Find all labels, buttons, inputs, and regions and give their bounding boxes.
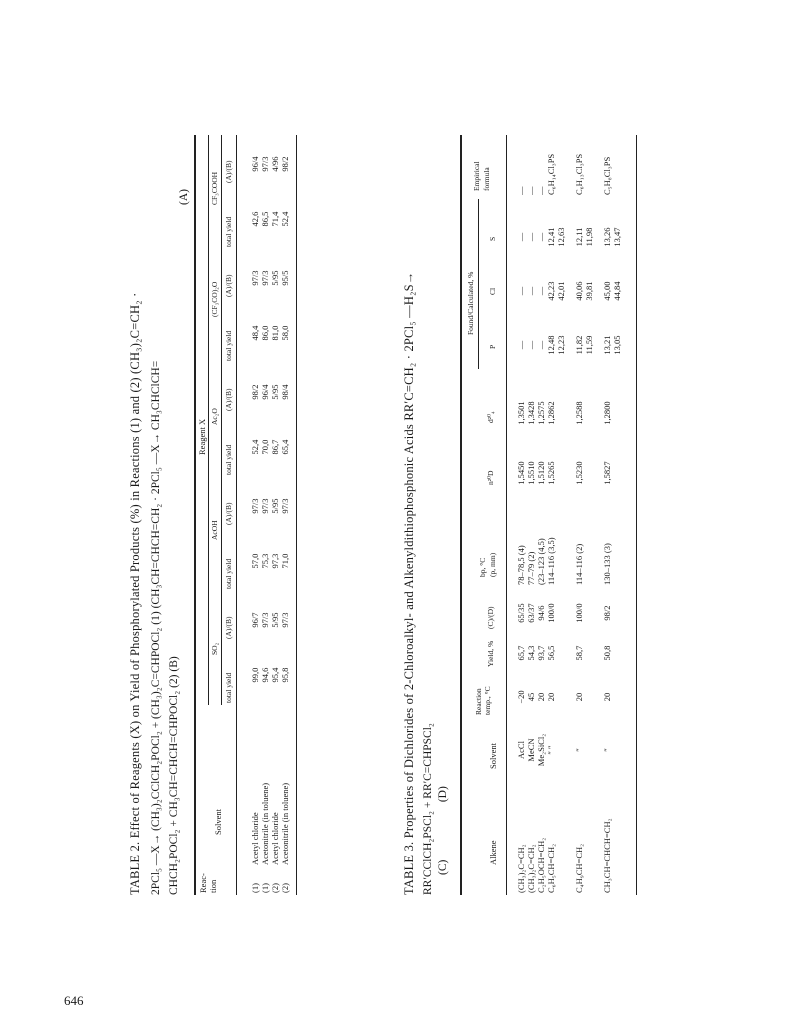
table2-col-tfaa-ratio	[250, 258, 290, 298]
table3-spacer	[566, 271, 574, 311]
table2-cell: Acetonitrile (in toluene)	[260, 782, 270, 865]
table3-title: TABLE 3. Properties of Dichlorides of 2-Chloroalkyl- and Alkenyldithiophosphonic Acids RR′C=CH₂ · 2PCl₅ —H₂S→	[402, 271, 416, 895]
table3-spacer	[584, 679, 602, 715]
table3-spacer	[556, 391, 574, 435]
table3-header-formula: Empirical formula	[472, 161, 491, 191]
table3-cell: 13,21	[602, 335, 612, 355]
table3-cell: (23–123 (4,5)	[536, 538, 546, 585]
table3-cell: 100/0	[546, 603, 556, 623]
table2-cell: 52,4	[280, 211, 290, 227]
table3-cell: 13,05	[612, 335, 622, 355]
table2-cell: Acetyl chloride	[250, 812, 260, 865]
table2-cell: 97/3	[260, 270, 270, 286]
table2-cell: 5/95	[270, 270, 280, 286]
table3-cell: —	[536, 340, 546, 350]
table3-col-solvent	[516, 725, 612, 775]
table3-spacer	[594, 217, 602, 257]
table2-cell: 86,0	[260, 325, 270, 341]
table3-col-alkene	[516, 818, 612, 893]
table2-col-ac2o-total	[250, 427, 290, 467]
table3-header-cd: (C)/(D)	[486, 606, 495, 629]
table2-cell: 71,0	[280, 553, 290, 569]
table2-cell: 97/3	[250, 498, 260, 514]
table2-header-solvent: Solvent	[213, 809, 223, 835]
table3-cell: —	[526, 186, 536, 195]
table2-col-reaction	[250, 883, 290, 893]
table3-spacer	[584, 725, 602, 775]
table3-cell: (CH₃)₂C=CH₂	[516, 844, 526, 893]
table3-cell: 93,7	[536, 645, 546, 661]
table3-cell: 1,5120	[536, 461, 546, 485]
table3-cell: 12,41	[546, 227, 556, 247]
table3-cell: 98/2	[602, 605, 612, 621]
table2-cell: 98/4	[280, 384, 290, 400]
table3-cell: 45,00	[602, 281, 612, 301]
table3-cell: 20	[602, 692, 612, 702]
table3-cell: —	[516, 286, 526, 296]
table2-cell: 5/95	[270, 498, 280, 514]
table3-spacer	[556, 635, 574, 671]
table3-cell: ″	[574, 748, 584, 752]
table3-header-rule	[506, 135, 507, 895]
table3-cell: 12,23	[556, 335, 566, 355]
table3-cell: 42,23	[546, 281, 556, 301]
table3-spacer	[584, 635, 602, 671]
table2-header-reaction: Reac- tion	[198, 873, 218, 893]
table3-equation-line1: RR′CClCH₂PSCl₂ + RR′C=CHPSCl₂	[422, 723, 434, 895]
table3-cell: C₆H₁₄Cl₃PS	[546, 153, 556, 195]
table3-cell: 45	[526, 692, 536, 702]
table3-header-found: Found/Calculated, %	[466, 271, 475, 335]
table3-col-cd	[516, 595, 612, 631]
table3-cell: AcCl	[516, 741, 526, 759]
table2-cell: 65,4	[280, 439, 290, 455]
table2-cell: 97/3	[260, 156, 270, 172]
table2-label-a: (A)	[178, 189, 190, 205]
table3-cell: −20	[516, 690, 526, 704]
table2-sub-total-3: total yield	[224, 444, 233, 475]
table3-cell: C₄H₉CH=CH₂	[574, 843, 584, 893]
table3-cell: 1,2575	[536, 401, 546, 425]
table2-cell: 52,4	[250, 439, 260, 455]
table3-cell: 44,84	[612, 281, 622, 301]
table3-cell: —	[526, 286, 536, 296]
table3-found-rule	[478, 199, 479, 369]
table3-spacer	[594, 271, 602, 311]
table3-header-p: P	[488, 344, 497, 349]
table2-cell: 96/7	[250, 612, 260, 628]
table2-cell: 95,4	[270, 667, 280, 683]
table2-cell: 98/2	[280, 156, 290, 172]
table2-col-tfa-ratio	[250, 144, 290, 184]
table2-cell: 97/3	[260, 498, 270, 514]
table3-cell: 11,98	[584, 227, 594, 247]
table3-cell: 1,2862	[546, 401, 556, 425]
table3-cell: 12,48	[546, 335, 556, 355]
table3-spacer	[556, 725, 574, 775]
table2-cell: 86,5	[260, 211, 270, 227]
table2-header-reagent-x: Reagent X	[197, 418, 207, 455]
table3-cell: 1,2800	[602, 401, 612, 425]
table3-cell: 11,59	[584, 335, 594, 355]
table3-cell: 20	[536, 692, 546, 702]
table3-cell: 12,63	[556, 227, 566, 247]
table2-sub-ratio-1: (A)/(B)	[224, 616, 233, 639]
table2-col-acoh-total	[250, 541, 290, 581]
table2-group-so2: SO₂	[210, 642, 219, 655]
table3-cell: Me₂SiCl₂	[536, 733, 546, 767]
table2-cell: 5/95	[270, 384, 280, 400]
table2-sub-ratio-5: (A)/(B)	[224, 160, 233, 183]
table3-spacer	[584, 451, 602, 495]
table3-cell: 1,3501	[516, 401, 526, 425]
table3-spacer	[556, 595, 574, 631]
table3-cell: 13,26	[602, 227, 612, 247]
table2-cell: 97/3	[250, 270, 260, 286]
table2-cell: 81,0	[270, 325, 280, 341]
table3-cell: —	[536, 286, 546, 296]
table2-title: TABLE 2. Effect of Reagents (X) on Yield of Phosphorylated Products (%) in Reactions (1) and (2) (CH₃)₂C=CH₂ ·	[128, 292, 142, 895]
table2-col-so2-ratio	[250, 600, 290, 640]
table3-cell: 40,06	[574, 281, 584, 301]
table3-cell: 13,47	[612, 227, 622, 247]
table3-col-yield	[516, 635, 612, 671]
table3-cell: 20	[574, 692, 584, 702]
table3-cell: 114–116 (2)	[574, 543, 584, 585]
table3-cell: —	[516, 340, 526, 350]
table3-spacer	[584, 154, 602, 195]
table2-col-ac2o-ratio	[250, 372, 290, 412]
table3-cell: —	[526, 340, 536, 350]
table3-spacer	[556, 818, 574, 893]
table3-top-rule	[460, 135, 462, 895]
table3-spacer	[556, 154, 574, 195]
rotated-page-content	[88, 135, 648, 895]
table3-spacer	[566, 217, 574, 257]
table2-reagent-rule	[208, 135, 209, 705]
table3-cell: 78–78,5 (4)	[516, 545, 526, 585]
table3-spacer	[556, 451, 574, 495]
table2-cell: 96/4	[250, 156, 260, 172]
table2-cell: 99,0	[250, 667, 260, 683]
table2-equation-line2: CHCH₂POCl₂ + CH₃CH=CHCH=CHPOCl₂ (2) (B)	[168, 656, 180, 895]
table3-cell: MeCN	[526, 738, 536, 762]
table3-col-p	[516, 325, 622, 365]
table3-cell: 114–116 (3,5)	[546, 537, 556, 585]
table2-cell: 97,3	[270, 553, 280, 569]
table3-cell: 63/37	[526, 603, 536, 623]
table3-header-temp: Reaction temp., °C	[474, 686, 492, 715]
table3-spacer	[556, 537, 574, 585]
table2-group-cf3cooh: CF₃COOH	[210, 171, 219, 205]
table3-cell: CH₃CH=CHCH=CH₂	[602, 818, 612, 893]
table3-cell: (CH₃)₂C=CH₂	[526, 844, 536, 893]
table2-cell: (1)	[260, 883, 270, 893]
table2-sub-ratio-3: (A)/(B)	[224, 388, 233, 411]
table3-col-formula	[516, 154, 612, 195]
table3-cell: 77–79 (2)	[526, 551, 536, 585]
table2-sub-ratio-2: (A)/(B)	[224, 502, 233, 525]
table2-header-rule	[236, 135, 237, 895]
table2-bottom-rule	[296, 135, 297, 895]
table3-cell: 42,01	[556, 281, 566, 301]
table2-cell: 58,0	[280, 325, 290, 341]
table2-sub-total-2: total yield	[224, 558, 233, 589]
table3-header-s: S	[488, 236, 497, 241]
table3-header-cl: Cl	[488, 287, 497, 295]
table2-top-rule	[194, 135, 196, 895]
table3-col-cl	[516, 271, 622, 311]
table2-col-tfaa-total	[250, 313, 290, 353]
table3-cell: 39,81	[584, 281, 594, 301]
table2-cell: 94,6	[260, 667, 270, 683]
table2-cell: Acetonitrile (in toluene)	[280, 782, 290, 865]
table2-equation-line1: 2PCl₅ —X→ (CH₃)₂CClCH₂POCl₂ + (CH₃)₂C=CHPOCl₂ (1) (CH₃CH=CHCH=CH₂ · 2PCl₅ —X→ CH₃CHClCH=	[150, 360, 162, 895]
table3-cell: C₂H₅OCH=CH₂	[536, 837, 546, 893]
table3-col-temp	[516, 679, 612, 715]
table2-cell: 98/2	[250, 384, 260, 400]
table2-cell: 95/5	[280, 270, 290, 286]
table2-cell: 5/95	[270, 612, 280, 628]
table2-cell: 86,7	[270, 439, 280, 455]
table3-spacer	[584, 537, 602, 585]
table2-col-so2-total	[250, 655, 290, 695]
table3-col-d4	[516, 391, 612, 435]
table2-cell: Acetyl chloride	[270, 812, 280, 865]
table3-cell: C₆H₁₃Cl₃PS	[574, 153, 584, 195]
table2-cell: (1)	[250, 883, 260, 893]
table2-cell: 57,0	[250, 553, 260, 569]
table3-cell: —	[536, 232, 546, 242]
table2-group-rule	[221, 135, 222, 705]
table3-cell: —	[526, 232, 536, 242]
table3-cell: 1,2588	[574, 401, 584, 425]
table2-sub-total-1: total yield	[224, 672, 233, 703]
table2-cell: 75,3	[260, 553, 270, 569]
table2-sub-total-4: total yield	[224, 330, 233, 361]
table3-cell: 1,5265	[546, 461, 556, 485]
table3-cell: 1,5510	[526, 461, 536, 485]
table2-cell: (2)	[280, 883, 290, 893]
table2-cell: 97/3	[260, 612, 270, 628]
table2-cell: 48,4	[250, 325, 260, 341]
table3-spacer	[594, 325, 602, 365]
table2-group-acoh: AcOH	[210, 520, 219, 540]
table3-header-nd: n²⁰D	[486, 470, 495, 485]
table3-cell: —	[516, 186, 526, 195]
table2-group-cf3co2o: (CF₃CO)₂O	[210, 281, 219, 317]
table3-cell: 130–133 (3)	[602, 543, 612, 585]
table3-header-bp: bp, °C (p, mm)	[478, 552, 497, 577]
table2-sub-ratio-4: (A)/(B)	[224, 274, 233, 297]
table2-col-acoh-ratio	[250, 486, 290, 526]
table3-cell: 50,8	[602, 645, 612, 661]
table3-spacer	[556, 679, 574, 715]
table2-sub-total-5: total yield	[224, 216, 233, 247]
page-number: 646	[64, 993, 84, 1008]
table2-cell: 96/4	[260, 384, 270, 400]
table2-cell: 42,6	[250, 211, 260, 227]
table3-col-nd	[516, 451, 612, 495]
table2-cell: 95,8	[280, 667, 290, 683]
table3-cell: 11,82	[574, 335, 584, 355]
table3-cell: ″	[602, 748, 612, 752]
table3-cell: 65,7	[516, 645, 526, 661]
table3-spacer	[566, 325, 574, 365]
table3-col-s	[516, 217, 622, 257]
table3-spacer	[584, 818, 602, 893]
table3-cell: 94/6	[536, 605, 546, 621]
table2-group-ac2o: Ac₂O	[210, 408, 219, 425]
table3-cell: 1,3428	[526, 401, 536, 425]
table3-cell: 1,5230	[574, 461, 584, 485]
table2-col-solvent	[250, 783, 290, 865]
table3-cell: C₆H₅CH=CH₂	[546, 843, 556, 893]
table3-equation-labels: (C) (D)	[437, 786, 449, 875]
table2-cell: 71,4	[270, 211, 280, 227]
table2-col-tfa-total	[250, 199, 290, 239]
table3-cell: ″ ″	[546, 745, 556, 755]
table3-cell: —	[536, 186, 546, 195]
table3-spacer	[584, 391, 602, 435]
table3-header-yield: Yield, %	[486, 640, 495, 667]
table2-cell: 70,0	[260, 439, 270, 455]
table2-cell: 4/96	[270, 156, 280, 172]
table2-cell: (2)	[270, 883, 280, 893]
table3-cell: C₅H₈Cl₃PS	[602, 156, 612, 195]
table3-cell: 1,5827	[602, 461, 612, 485]
table3-cell: 1,5450	[516, 461, 526, 485]
table3-header-d4: d²⁰₄	[486, 411, 495, 423]
table3-spacer	[584, 595, 602, 631]
table3-header-solvent: Solvent	[488, 743, 498, 769]
table3-cell: 12,11	[574, 227, 584, 247]
table3-cell: 100/0	[574, 603, 584, 623]
table2-cell: 97/3	[280, 498, 290, 514]
table3-cell: 58,7	[574, 645, 584, 661]
table3-cell: —	[516, 232, 526, 242]
table3-cell: 65/35	[516, 603, 526, 623]
table3-header-alkene: Alkene	[488, 840, 498, 865]
table3-col-bp	[516, 537, 612, 585]
table3-cell: 20	[546, 692, 556, 702]
table2-cell: 97/3	[280, 612, 290, 628]
table3-bottom-rule	[636, 135, 637, 895]
table3-cell: 54,3	[526, 645, 536, 661]
table3-cell: 56,5	[546, 645, 556, 661]
